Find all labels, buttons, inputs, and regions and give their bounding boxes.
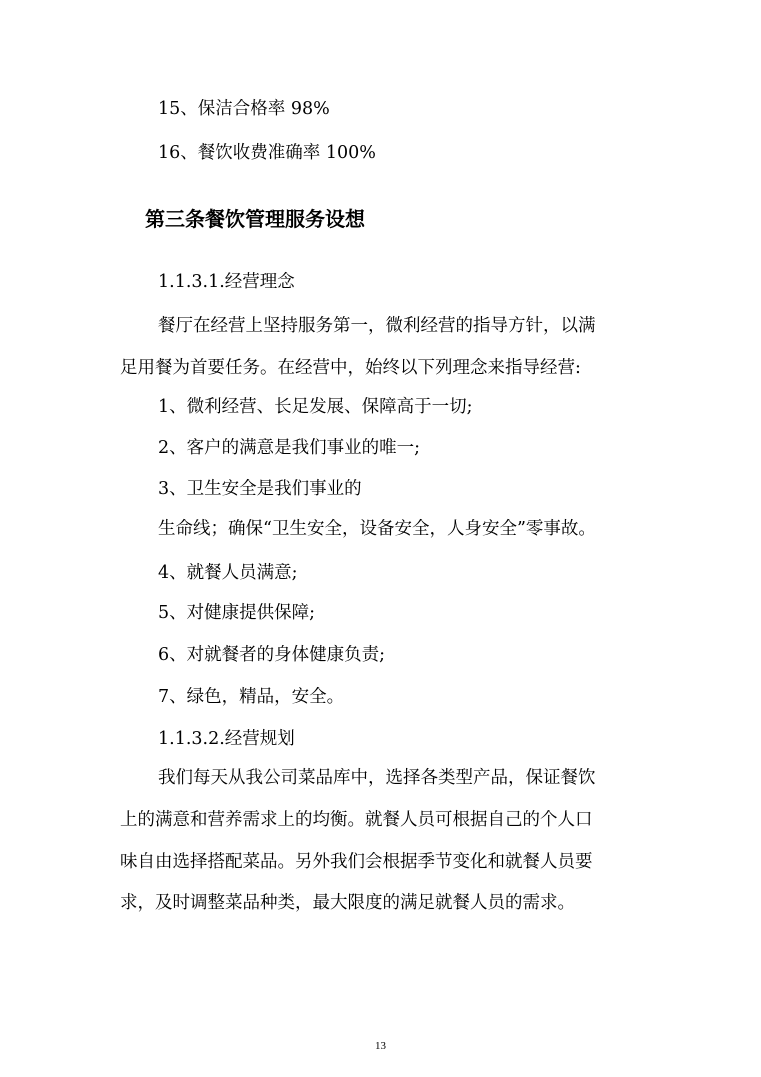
list-item: 1、微利经营、长足发展、保障高于一切; — [158, 397, 473, 417]
paragraph-line: 上的满意和营养需求上的均衡。就餐人员可根据自己的个人口 — [120, 810, 593, 830]
paragraph-line: 味自由选择搭配菜品。另外我们会根据季节变化和就餐人员要 — [120, 852, 593, 872]
list-item: 2、客户的满意是我们事业的唯一; — [158, 438, 421, 458]
paragraph-line: 求，及时调整菜品种类，最大限度的满足就餐人员的需求。 — [120, 893, 575, 913]
list-item: 4、就餐人员满意; — [158, 563, 298, 583]
list-item: 6、对就餐者的身体健康负责; — [158, 645, 386, 665]
list-item: 3、卫生安全是我们事业的 — [158, 479, 362, 499]
paragraph-line: 足用餐为首要任务。在经营中，始终以下列理念来指导经营: — [120, 358, 581, 378]
list-item: 5、对健康提供保障; — [158, 603, 316, 623]
list-item: 16、餐饮收费准确率 100% — [158, 143, 376, 163]
list-item: 生命线；确保“卫生安全，设备安全，人身安全”零事故。 — [158, 519, 596, 539]
list-item: 7、绿色，精品，安全。 — [158, 687, 345, 707]
section-title: 第三条餐饮管理服务设想 — [145, 207, 365, 231]
page-number: 13 — [375, 1040, 386, 1052]
subsection-heading: 1.1.3.2.经营规划 — [158, 729, 295, 749]
paragraph-line: 餐厅在经营上坚持服务第一，微利经营的指导方针，以满 — [158, 316, 596, 336]
list-item: 15、保洁合格率 98% — [158, 99, 330, 119]
paragraph-line: 我们每天从我公司菜品库中，选择各类型产品，保证餐饮 — [158, 768, 596, 788]
subsection-heading: 1.1.3.1.经营理念 — [158, 272, 295, 292]
